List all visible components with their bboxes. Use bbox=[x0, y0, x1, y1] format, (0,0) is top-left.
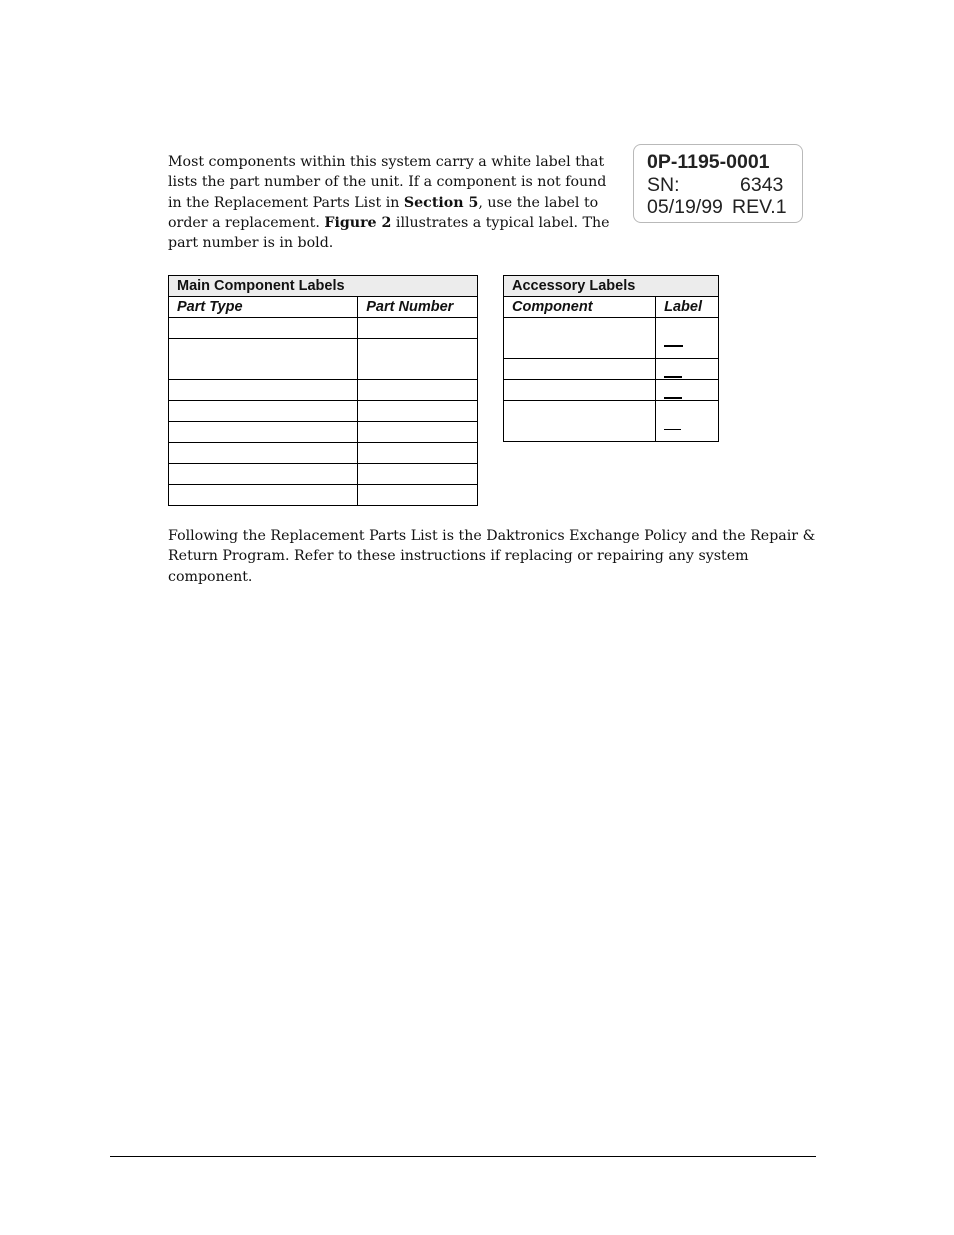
accessory-table-header-component: Component bbox=[504, 297, 656, 318]
main-table-header-part-type: Part Type bbox=[169, 297, 358, 318]
table-cell bbox=[358, 443, 478, 464]
main-table-title: Main Component Labels bbox=[169, 276, 478, 297]
intro-text-1: Most components within this system carry a white label that lists the part number of the unit. If a component is not found in the Replacement Parts List in bbox=[168, 154, 607, 211]
label-date-row bbox=[647, 196, 802, 219]
table-cell bbox=[358, 339, 478, 380]
sample-component-label bbox=[633, 144, 803, 223]
table-cell bbox=[169, 443, 358, 464]
table-cell bbox=[358, 464, 478, 485]
table-cell bbox=[504, 318, 656, 359]
table-cell bbox=[656, 318, 719, 359]
intro-section-ref: Section 5 bbox=[403, 194, 479, 211]
table-cell bbox=[169, 401, 358, 422]
table-cell bbox=[358, 422, 478, 443]
intro-text-3: illustrates a typical label. The part number is in bold. bbox=[168, 214, 610, 252]
main-table-header-row bbox=[169, 297, 478, 318]
closing-paragraph: Following the Replacement Parts List is the Daktronics Exchange Policy and the Repair & Return Program. Refer to these instructions if replacing or repairing any system component. bbox=[168, 528, 816, 585]
main-component-labels-table bbox=[168, 275, 478, 506]
intro-figure-ref: Figure 2 bbox=[324, 214, 392, 231]
accessory-table-header-label: Label bbox=[656, 297, 719, 318]
table-row bbox=[169, 401, 478, 422]
table-cell bbox=[656, 380, 719, 401]
table-cell bbox=[504, 380, 656, 401]
label-underline-mark bbox=[664, 345, 683, 347]
label-serial-key: SN: bbox=[647, 173, 680, 196]
label-underline-mark bbox=[664, 397, 682, 399]
accessory-table-title: Accessory Labels bbox=[504, 276, 719, 297]
accessory-table-title-row bbox=[504, 276, 719, 297]
table-row bbox=[504, 359, 719, 380]
table-row bbox=[169, 380, 478, 401]
table-cell bbox=[169, 380, 358, 401]
table-cell bbox=[656, 401, 719, 442]
table-row bbox=[169, 485, 478, 506]
table-cell bbox=[169, 339, 358, 380]
table-row bbox=[169, 464, 478, 485]
main-table-header-part-number: Part Number bbox=[358, 297, 478, 318]
table-cell bbox=[169, 485, 358, 506]
accessory-table-header-row bbox=[504, 297, 719, 318]
label-serial-row bbox=[647, 174, 802, 197]
label-part-number: 0P-1195-0001 bbox=[647, 151, 770, 173]
table-row bbox=[504, 401, 719, 442]
table-cell bbox=[358, 318, 478, 339]
label-underline-mark bbox=[664, 429, 681, 430]
table-cell bbox=[169, 464, 358, 485]
intro-paragraph bbox=[168, 152, 620, 253]
table-cell bbox=[504, 359, 656, 380]
main-table-title-row bbox=[169, 276, 478, 297]
intro-text-2: , use the label to order a replacement. bbox=[168, 194, 599, 231]
table-cell bbox=[656, 359, 719, 380]
table-row bbox=[169, 339, 478, 380]
label-revision: REV.1 bbox=[732, 196, 787, 218]
table-cell bbox=[169, 422, 358, 443]
table-cell bbox=[358, 485, 478, 506]
table-row bbox=[504, 318, 719, 359]
table-row bbox=[504, 380, 719, 401]
accessory-labels-table bbox=[503, 275, 719, 442]
table-cell bbox=[358, 401, 478, 422]
table-row bbox=[169, 443, 478, 464]
table-row bbox=[169, 422, 478, 443]
footer-divider bbox=[110, 1156, 816, 1157]
table-cell bbox=[358, 380, 478, 401]
label-date: 05/19/99 bbox=[647, 196, 723, 218]
table-cell bbox=[504, 401, 656, 442]
label-underline-mark bbox=[664, 376, 682, 378]
label-serial-value: 6343 bbox=[740, 173, 784, 196]
table-cell bbox=[169, 318, 358, 339]
table-row bbox=[169, 318, 478, 339]
